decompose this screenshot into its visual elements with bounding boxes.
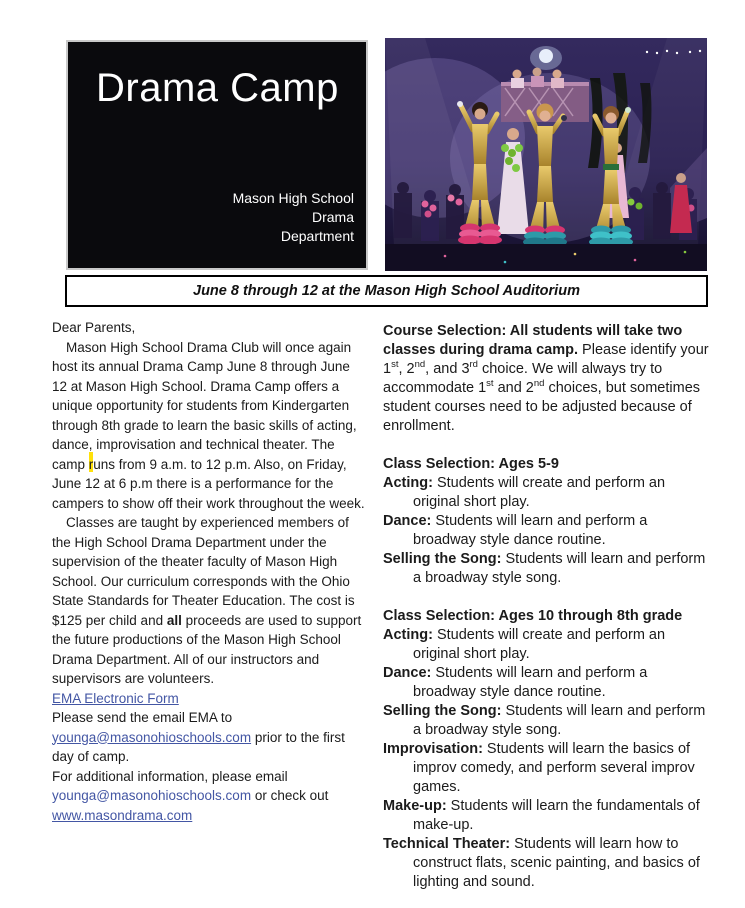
additional-info-paragraph: For additional information, please email younga@masonohioschools.com or check out www.masondrama.com bbox=[52, 768, 329, 823]
page-title: Drama Camp bbox=[96, 66, 339, 110]
ema-link-line bbox=[52, 689, 367, 709]
class-item: Selling the Song: Students will learn and perform a broadway style song. bbox=[383, 551, 706, 586]
dept-line-2: Drama bbox=[311, 209, 354, 225]
class-list-5-9 bbox=[383, 474, 711, 588]
text-cursor-highlight: r bbox=[89, 452, 94, 472]
class-list-10-8th bbox=[383, 626, 711, 892]
email-link-underlined[interactable]: younga@masonohioschools.com bbox=[52, 729, 252, 745]
class-selection-heading-5-9: Class Selection: Ages 5-9 bbox=[383, 456, 559, 472]
stage-photo bbox=[385, 38, 707, 271]
class-selection-group-10-8th bbox=[383, 607, 711, 892]
class-item: Dance: Students will learn and perform a broadway style dance routine. bbox=[383, 665, 648, 700]
class-item: Improvisation: Students will learn the basics of improv comedy, and perform several improv games. bbox=[383, 741, 695, 795]
date-banner-text: June 8 through 12 at the Mason High School Auditorium bbox=[193, 283, 580, 299]
email-instruction-paragraph: Please send the email EMA to younga@masonohioschools.com prior to the first day of camp. bbox=[52, 710, 345, 764]
course-selection-intro: Course Selection: All students will take two classes during drama camp. Please identify your 1st, 2nd, and 3rd choice. We will always try to accommodate 1st and 2nd choices, but sometimes student courses need to be adjusted because of enrollment. bbox=[383, 323, 709, 434]
right-column-courses bbox=[383, 322, 711, 892]
website-link[interactable]: www.masondrama.com bbox=[52, 807, 193, 823]
class-selection-heading-10-8th: Class Selection: Ages 10 through 8th grade bbox=[383, 608, 683, 624]
intro-paragraph: Mason High School Drama Club will once again host its annual Drama Camp June 8 through June 12 at Mason High School. Drama Camp offers a unique opportunity for students from Kindergarten through 8th grade to learn the basic skills of acting, dance, improvisation and technical theater. The camp runs from 9 a.m. to 12 p.m. Also, on Friday, June 12 at 6 p.m there is a performance for the campers to show off their work throughout the week. bbox=[52, 339, 365, 511]
details-paragraph: Classes are taught by experienced members of the High School Drama Department under the supervision of the theater faculty of Mason High School. Our curriculum corresponds with the Ohio State Standards for Theater Education. The cost is $125 per child and all proceeds are used to support the future productions of the Mason High School Drama Department. All of our instructors and supervisors are volunteers. bbox=[52, 515, 362, 686]
class-item: Acting: Students will create and perform an original short play. bbox=[383, 627, 666, 662]
email-link-plain[interactable]: younga@masonohioschools.com bbox=[52, 788, 252, 803]
stage-photo-graphic bbox=[385, 38, 707, 271]
department-label bbox=[233, 189, 354, 246]
left-column-letter bbox=[52, 318, 367, 825]
date-banner bbox=[65, 275, 708, 307]
ema-form-link[interactable]: EMA Electronic Form bbox=[52, 690, 179, 706]
class-item: Selling the Song: Students will learn and perform a broadway style song. bbox=[383, 703, 706, 738]
class-item: Dance: Students will learn and perform a broadway style dance routine. bbox=[383, 513, 648, 548]
class-item: Technical Theater: Students will learn how to construct flats, scenic painting, and basics of lighting and sound. bbox=[383, 836, 700, 890]
class-selection-group-5-9 bbox=[383, 455, 711, 588]
salutation: Dear Parents, bbox=[52, 320, 136, 335]
class-item: Make-up: Students will learn the fundamentals of make-up. bbox=[383, 798, 700, 833]
title-card bbox=[66, 40, 368, 270]
class-item: Acting: Students will create and perform an original short play. bbox=[383, 475, 666, 510]
dept-line-1: Mason High School bbox=[232, 190, 354, 206]
dept-line-3: Department bbox=[280, 228, 354, 244]
